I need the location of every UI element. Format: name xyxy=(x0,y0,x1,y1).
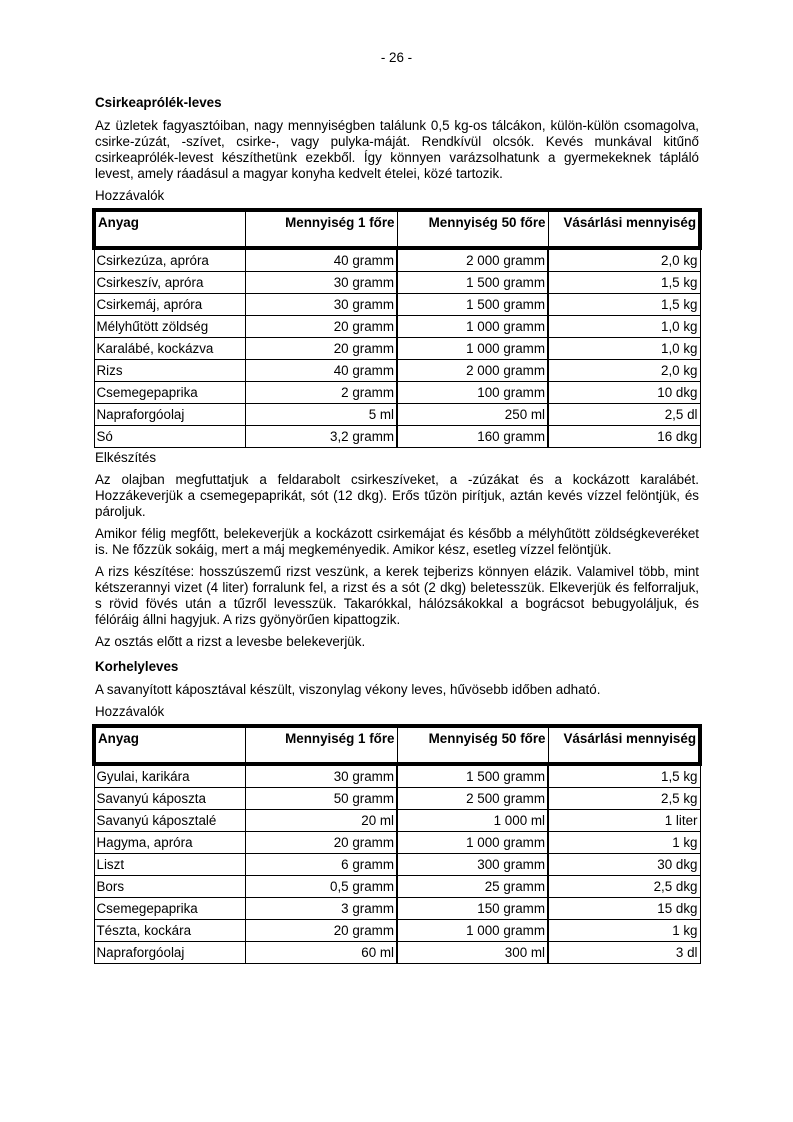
cell-qty-1: 5 ml xyxy=(245,404,397,426)
cell-ingredient: Rizs xyxy=(94,360,245,382)
table-row xyxy=(94,942,700,964)
cell-ingredient: Tészta, kockára xyxy=(94,920,245,942)
cell-purchase: 2,5 kg xyxy=(548,788,700,810)
page-content xyxy=(95,94,699,966)
cell-qty-50: 1 500 gramm xyxy=(397,294,548,316)
cell-qty-1: 3 gramm xyxy=(245,898,397,920)
cell-purchase: 1,5 kg xyxy=(548,764,700,788)
cell-purchase: 2,0 kg xyxy=(548,248,700,272)
header-anyag: Anyag xyxy=(94,210,245,248)
preparation-paragraph: A rizs készítése: hosszúszemű rizst veszünk, a kerek tejberizs könnyen elázik. Valamivel több, mint kétszerannyi vizet (4 liter) forralunk fel, a rizst és a sót (2 dkg) beletesszük. Elkeverjük és felforraljuk, s rövid fövés után a tűzről levesszük. Takarókkal, hálózsákokkal a bográcsot bebugyoláljuk, és félóráig állni hagyjuk. A rizs gyönyörűen kipattogzik. xyxy=(95,564,699,627)
recipe-title: Korhelyleves xyxy=(95,659,179,674)
preparation-paragraph: Az osztás előtt a rizst a levesbe belekeverjük. xyxy=(95,634,366,649)
cell-ingredient: Karalábé, kockázva xyxy=(94,338,245,360)
cell-qty-1: 30 gramm xyxy=(245,294,397,316)
table-row xyxy=(94,854,700,876)
cell-qty-50: 300 gramm xyxy=(397,854,548,876)
table-row xyxy=(94,788,700,810)
table-row xyxy=(94,832,700,854)
table-row xyxy=(94,764,700,788)
table-row xyxy=(94,898,700,920)
cell-qty-1: 40 gramm xyxy=(245,360,397,382)
cell-qty-50: 150 gramm xyxy=(397,898,548,920)
cell-ingredient: Bors xyxy=(94,876,245,898)
cell-qty-1: 6 gramm xyxy=(245,854,397,876)
preparation-label: Elkészítés xyxy=(95,450,157,465)
table-row xyxy=(94,426,700,448)
cell-purchase: 2,5 dl xyxy=(548,404,700,426)
cell-purchase: 2,5 dkg xyxy=(548,876,700,898)
header-purchase: Vásárlási mennyiség xyxy=(548,210,700,248)
cell-ingredient: Savanyú káposztalé xyxy=(94,810,245,832)
cell-qty-1: 20 gramm xyxy=(245,338,397,360)
cell-qty-50: 1 000 gramm xyxy=(397,920,548,942)
cell-qty-50: 160 gramm xyxy=(397,426,548,448)
cell-purchase: 1,5 kg xyxy=(548,272,700,294)
cell-qty-50: 300 ml xyxy=(397,942,548,964)
cell-qty-50: 1 000 gramm xyxy=(397,338,548,360)
cell-ingredient: Csemegepaprika xyxy=(94,382,245,404)
cell-purchase: 1 kg xyxy=(548,832,700,854)
cell-purchase: 30 dkg xyxy=(548,854,700,876)
cell-purchase: 10 dkg xyxy=(548,382,700,404)
cell-purchase: 2,0 kg xyxy=(548,360,700,382)
table-row xyxy=(94,810,700,832)
cell-qty-1: 60 ml xyxy=(245,942,397,964)
cell-purchase: 1 liter xyxy=(548,810,700,832)
cell-qty-1: 20 gramm xyxy=(245,920,397,942)
cell-ingredient: Csemegepaprika xyxy=(94,898,245,920)
cell-purchase: 1,0 kg xyxy=(548,316,700,338)
cell-qty-50: 250 ml xyxy=(397,404,548,426)
ingredients-table xyxy=(92,724,702,964)
cell-qty-50: 2 500 gramm xyxy=(397,788,548,810)
cell-purchase: 16 dkg xyxy=(548,426,700,448)
cell-purchase: 3 dl xyxy=(548,942,700,964)
cell-qty-1: 50 gramm xyxy=(245,788,397,810)
cell-ingredient: Gyulai, karikára xyxy=(94,764,245,788)
table-row xyxy=(94,876,700,898)
ingredients-label: Hozzávalók xyxy=(95,188,165,203)
cell-ingredient: Csirkeszív, apróra xyxy=(94,272,245,294)
cell-qty-1: 40 gramm xyxy=(245,248,397,272)
table-row xyxy=(94,404,700,426)
table-header-row xyxy=(94,210,700,248)
preparation-paragraph: Amikor félig megfőtt, belekeverjük a kockázott csirkemájat és később a mélyhűtött zöldségkeveréket is. Ne főzzük sokáig, mert a máj megkeményedik. Amikor kész, esetleg vízzel felöntjük. xyxy=(95,526,699,557)
recipe-intro: Az üzletek fagyasztóiban, nagy mennyiségben találunk 0,5 kg-os tálcákon, külön-külön csomagolva, csirke-zúzát, -szívet, csirke-, vagy pulyka-máját. Rendkívül olcsók. Kevés munkával kitűnő csirkeaprólék-levest készíthetünk ezekből. Így könnyen varázsolhatunk a gyermekeknek tápláló levest, amely ráadásul a magyar konyha kedvelt ételei, közé tartozik. xyxy=(95,118,699,181)
cell-qty-1: 20 gramm xyxy=(245,832,397,854)
cell-qty-50: 1 000 ml xyxy=(397,810,548,832)
table-row xyxy=(94,920,700,942)
cell-qty-1: 20 gramm xyxy=(245,316,397,338)
cell-qty-50: 100 gramm xyxy=(397,382,548,404)
cell-qty-50: 2 000 gramm xyxy=(397,360,548,382)
table-row xyxy=(94,360,700,382)
cell-ingredient: Savanyú káposzta xyxy=(94,788,245,810)
cell-qty-50: 1 500 gramm xyxy=(397,764,548,788)
recipe-korhelyleves xyxy=(95,658,699,964)
cell-qty-50: 1 000 gramm xyxy=(397,316,548,338)
cell-qty-50: 2 000 gramm xyxy=(397,248,548,272)
cell-ingredient: Csirkemáj, apróra xyxy=(94,294,245,316)
cell-purchase: 1,5 kg xyxy=(548,294,700,316)
cell-purchase: 1,0 kg xyxy=(548,338,700,360)
cell-qty-1: 20 ml xyxy=(245,810,397,832)
table-row xyxy=(94,272,700,294)
cell-qty-50: 1 000 gramm xyxy=(397,832,548,854)
header-qty-50: Mennyiség 50 főre xyxy=(397,726,548,764)
cell-qty-50: 25 gramm xyxy=(397,876,548,898)
cell-qty-1: 30 gramm xyxy=(245,764,397,788)
header-purchase: Vásárlási mennyiség xyxy=(548,726,700,764)
cell-ingredient: Hagyma, apróra xyxy=(94,832,245,854)
ingredients-table xyxy=(92,208,702,448)
header-anyag: Anyag xyxy=(94,726,245,764)
recipe-csirkeaprolek-leves xyxy=(95,94,699,650)
recipe-title: Csirkeaprólék-leves xyxy=(95,95,222,110)
cell-purchase: 1 kg xyxy=(548,920,700,942)
cell-ingredient: Csirkezúza, apróra xyxy=(94,248,245,272)
table-row xyxy=(94,248,700,272)
cell-qty-1: 2 gramm xyxy=(245,382,397,404)
cell-ingredient: Mélyhűtött zöldség xyxy=(94,316,245,338)
preparation-paragraph: Az olajban megfuttatjuk a feldarabolt csirkeszíveket, a -zúzákat és a kockázott karalábét. Hozzákeverjük a csemegepaprikát, sót (12 dkg). Erős tűzön pirítjuk, aztán kevés vízzel felöntjük, és pároljuk. xyxy=(95,472,699,519)
ingredients-label: Hozzávalók xyxy=(95,704,165,719)
table-row xyxy=(94,382,700,404)
cell-qty-1: 30 gramm xyxy=(245,272,397,294)
cell-qty-50: 1 500 gramm xyxy=(397,272,548,294)
page-number: - 26 - xyxy=(380,50,413,65)
cell-ingredient: Só xyxy=(94,426,245,448)
table-row xyxy=(94,316,700,338)
cell-qty-1: 0,5 gramm xyxy=(245,876,397,898)
cell-ingredient: Liszt xyxy=(94,854,245,876)
header-qty-1: Mennyiség 1 főre xyxy=(245,210,397,248)
table-row xyxy=(94,338,700,360)
cell-purchase: 15 dkg xyxy=(548,898,700,920)
cell-ingredient: Napraforgóolaj xyxy=(94,404,245,426)
cell-qty-1: 3,2 gramm xyxy=(245,426,397,448)
table-row xyxy=(94,294,700,316)
header-qty-50: Mennyiség 50 főre xyxy=(397,210,548,248)
header-qty-1: Mennyiség 1 főre xyxy=(245,726,397,764)
cell-ingredient: Napraforgóolaj xyxy=(94,942,245,964)
recipe-intro: A savanyított káposztával készült, viszonylag vékony leves, hűvösebb időben adható. xyxy=(95,682,601,697)
table-header-row xyxy=(94,726,700,764)
